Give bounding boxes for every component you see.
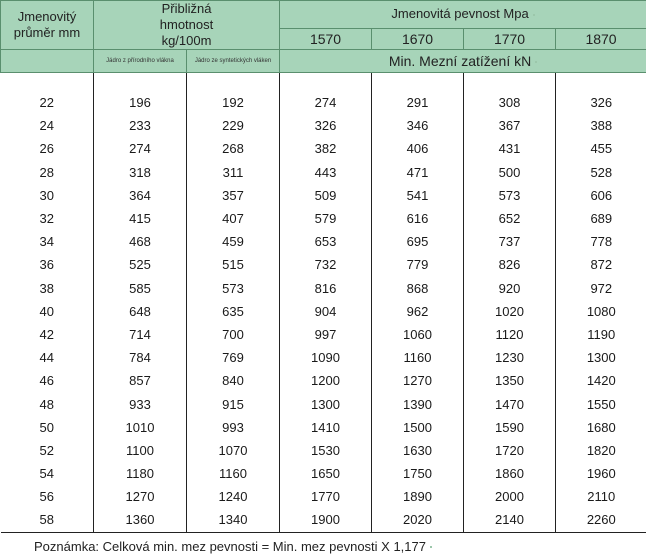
header-core-natural: Jádro z přírodního vlákna (94, 50, 187, 73)
load-1670-cell: 1390 (372, 392, 464, 415)
table-row (1, 462, 646, 485)
table-row (1, 184, 646, 207)
load-1570-cell: 732 (280, 253, 372, 276)
load-1870-cell: 1550 (556, 392, 646, 415)
load-1770-cell: 652 (464, 207, 556, 230)
load-1770-cell: 1470 (464, 392, 556, 415)
load-1770-cell: 2140 (464, 508, 556, 532)
weight-synthetic-cell: 357 (187, 184, 280, 207)
weight-natural-cell: 468 (94, 230, 187, 253)
load-1570-cell: 1900 (280, 508, 372, 532)
load-1670-cell: 346 (372, 114, 464, 137)
load-1770-cell: 500 (464, 161, 556, 184)
weight-natural-cell: 1100 (94, 439, 187, 462)
load-1770-cell: 1720 (464, 439, 556, 462)
diameter-cell: 26 (1, 137, 94, 160)
load-1570-cell: 1410 (280, 416, 372, 439)
header-min-load (280, 50, 646, 73)
load-1570-cell: 904 (280, 300, 372, 323)
load-1570-cell: 816 (280, 277, 372, 300)
weight-natural-cell: 648 (94, 300, 187, 323)
header-min-load-label: Min. Mezní zatížení kN (389, 53, 531, 69)
weight-natural-cell: 233 (94, 114, 187, 137)
header-grade: 1570 (280, 28, 372, 49)
weight-synthetic-cell: 700 (187, 323, 280, 346)
load-1870-cell: 2260 (556, 508, 646, 532)
table-row (1, 416, 646, 439)
weight-synthetic-cell: 840 (187, 369, 280, 392)
weight-natural-cell: 274 (94, 137, 187, 160)
load-1670-cell: 868 (372, 277, 464, 300)
table-row (1, 300, 646, 323)
load-1770-cell: 1350 (464, 369, 556, 392)
table-row (1, 277, 646, 300)
table-row (1, 114, 646, 137)
weight-synthetic-cell: 192 (187, 91, 280, 114)
diameter-cell: 50 (1, 416, 94, 439)
table-row (1, 485, 646, 508)
load-1570-cell: 1200 (280, 369, 372, 392)
weight-synthetic-cell: 1160 (187, 462, 280, 485)
header-weight-line3: kg/100m (94, 33, 279, 49)
load-1570-cell: 579 (280, 207, 372, 230)
table-spacer (1, 73, 646, 92)
load-1670-cell: 695 (372, 230, 464, 253)
table-row (1, 91, 646, 114)
footnote-text: Poznámka: Celková min. mez pevnosti = Min. mez pevnosti X 1,177 (34, 539, 426, 554)
load-1770-cell: 367 (464, 114, 556, 137)
table-body (1, 91, 646, 532)
header-weight (94, 1, 280, 50)
table-row (1, 253, 646, 276)
table-row (1, 392, 646, 415)
load-1770-cell: 1120 (464, 323, 556, 346)
load-1570-cell: 1300 (280, 392, 372, 415)
load-1770-cell: 1230 (464, 346, 556, 369)
load-1670-cell: 2020 (372, 508, 464, 532)
weight-natural-cell: 1010 (94, 416, 187, 439)
load-1670-cell: 1630 (372, 439, 464, 462)
weight-natural-cell: 525 (94, 253, 187, 276)
weight-synthetic-cell: 268 (187, 137, 280, 160)
header-strength-label: Jmenovitá pevnost Mpa (391, 6, 528, 21)
header-weight-line1: Přibližná (94, 1, 279, 17)
load-1570-cell: 509 (280, 184, 372, 207)
load-1870-cell: 1080 (556, 300, 646, 323)
load-1570-cell: 326 (280, 114, 372, 137)
load-1870-cell: 1680 (556, 416, 646, 439)
footnote-mark (430, 546, 432, 548)
header-strength (280, 1, 646, 29)
load-1770-cell: 737 (464, 230, 556, 253)
load-1870-cell: 455 (556, 137, 646, 160)
weight-synthetic-cell: 635 (187, 300, 280, 323)
load-1870-cell: 1190 (556, 323, 646, 346)
weight-natural-cell: 1270 (94, 485, 187, 508)
header-mark (533, 14, 535, 16)
header-grade: 1870 (556, 28, 646, 49)
load-1570-cell: 274 (280, 91, 372, 114)
header-grade: 1670 (372, 28, 464, 49)
load-1670-cell: 406 (372, 137, 464, 160)
diameter-cell: 42 (1, 323, 94, 346)
load-1670-cell: 291 (372, 91, 464, 114)
diameter-cell: 44 (1, 346, 94, 369)
diameter-cell: 46 (1, 369, 94, 392)
load-1770-cell: 920 (464, 277, 556, 300)
load-1670-cell: 541 (372, 184, 464, 207)
table-row (1, 161, 646, 184)
load-1870-cell: 1960 (556, 462, 646, 485)
load-1670-cell: 779 (372, 253, 464, 276)
load-1870-cell: 388 (556, 114, 646, 137)
load-1770-cell: 308 (464, 91, 556, 114)
header-mark (535, 61, 537, 63)
weight-natural-cell: 415 (94, 207, 187, 230)
load-1870-cell: 778 (556, 230, 646, 253)
weight-synthetic-cell: 1070 (187, 439, 280, 462)
table-row (1, 439, 646, 462)
table-row (1, 323, 646, 346)
diameter-cell: 36 (1, 253, 94, 276)
load-1670-cell: 1750 (372, 462, 464, 485)
weight-synthetic-cell: 993 (187, 416, 280, 439)
load-1570-cell: 1650 (280, 462, 372, 485)
weight-natural-cell: 318 (94, 161, 187, 184)
diameter-cell: 40 (1, 300, 94, 323)
table-row (1, 207, 646, 230)
weight-natural-cell: 784 (94, 346, 187, 369)
table-row (1, 137, 646, 160)
diameter-cell: 34 (1, 230, 94, 253)
load-1570-cell: 1090 (280, 346, 372, 369)
table-row (1, 230, 646, 253)
weight-synthetic-cell: 1240 (187, 485, 280, 508)
load-1670-cell: 1160 (372, 346, 464, 369)
load-1770-cell: 1020 (464, 300, 556, 323)
load-1870-cell: 606 (556, 184, 646, 207)
load-1770-cell: 431 (464, 137, 556, 160)
diameter-cell: 56 (1, 485, 94, 508)
weight-synthetic-cell: 515 (187, 253, 280, 276)
diameter-cell: 58 (1, 508, 94, 532)
load-1670-cell: 1500 (372, 416, 464, 439)
footnote (0, 533, 646, 554)
diameter-cell: 48 (1, 392, 94, 415)
load-1770-cell: 573 (464, 184, 556, 207)
weight-synthetic-cell: 573 (187, 277, 280, 300)
load-1870-cell: 528 (556, 161, 646, 184)
load-1870-cell: 872 (556, 253, 646, 276)
weight-natural-cell: 1180 (94, 462, 187, 485)
load-1770-cell: 2000 (464, 485, 556, 508)
header-core-synthetic: Jádro ze syntetických vláken (187, 50, 280, 73)
load-1870-cell: 1820 (556, 439, 646, 462)
load-1570-cell: 997 (280, 323, 372, 346)
table-row (1, 346, 646, 369)
weight-synthetic-cell: 459 (187, 230, 280, 253)
load-1870-cell: 1420 (556, 369, 646, 392)
load-1570-cell: 653 (280, 230, 372, 253)
load-1570-cell: 1770 (280, 485, 372, 508)
load-1570-cell: 382 (280, 137, 372, 160)
header-grade: 1770 (464, 28, 556, 49)
weight-synthetic-cell: 769 (187, 346, 280, 369)
load-1770-cell: 1860 (464, 462, 556, 485)
load-1670-cell: 1270 (372, 369, 464, 392)
load-1870-cell: 326 (556, 91, 646, 114)
diameter-cell: 30 (1, 184, 94, 207)
load-1570-cell: 443 (280, 161, 372, 184)
load-1870-cell: 972 (556, 277, 646, 300)
weight-natural-cell: 364 (94, 184, 187, 207)
table-header (1, 1, 646, 73)
table-row (1, 508, 646, 532)
load-1670-cell: 1060 (372, 323, 464, 346)
load-1570-cell: 1530 (280, 439, 372, 462)
header-blank (1, 50, 94, 73)
header-weight-line2: hmotnost (94, 17, 279, 33)
load-1870-cell: 1300 (556, 346, 646, 369)
load-1770-cell: 1590 (464, 416, 556, 439)
table-row (1, 369, 646, 392)
diameter-cell: 24 (1, 114, 94, 137)
weight-synthetic-cell: 311 (187, 161, 280, 184)
load-1670-cell: 616 (372, 207, 464, 230)
weight-synthetic-cell: 1340 (187, 508, 280, 532)
header-diameter: Jmenovitý průměr mm (1, 1, 94, 50)
weight-natural-cell: 1360 (94, 508, 187, 532)
diameter-cell: 54 (1, 462, 94, 485)
weight-natural-cell: 196 (94, 91, 187, 114)
load-1670-cell: 962 (372, 300, 464, 323)
weight-natural-cell: 714 (94, 323, 187, 346)
diameter-cell: 52 (1, 439, 94, 462)
weight-natural-cell: 585 (94, 277, 187, 300)
load-1870-cell: 2110 (556, 485, 646, 508)
diameter-cell: 28 (1, 161, 94, 184)
load-1670-cell: 471 (372, 161, 464, 184)
weight-natural-cell: 857 (94, 369, 187, 392)
load-1670-cell: 1890 (372, 485, 464, 508)
diameter-cell: 22 (1, 91, 94, 114)
diameter-cell: 32 (1, 207, 94, 230)
weight-synthetic-cell: 407 (187, 207, 280, 230)
weight-synthetic-cell: 229 (187, 114, 280, 137)
weight-synthetic-cell: 915 (187, 392, 280, 415)
weight-natural-cell: 933 (94, 392, 187, 415)
load-1870-cell: 689 (556, 207, 646, 230)
load-1770-cell: 826 (464, 253, 556, 276)
diameter-cell: 38 (1, 277, 94, 300)
